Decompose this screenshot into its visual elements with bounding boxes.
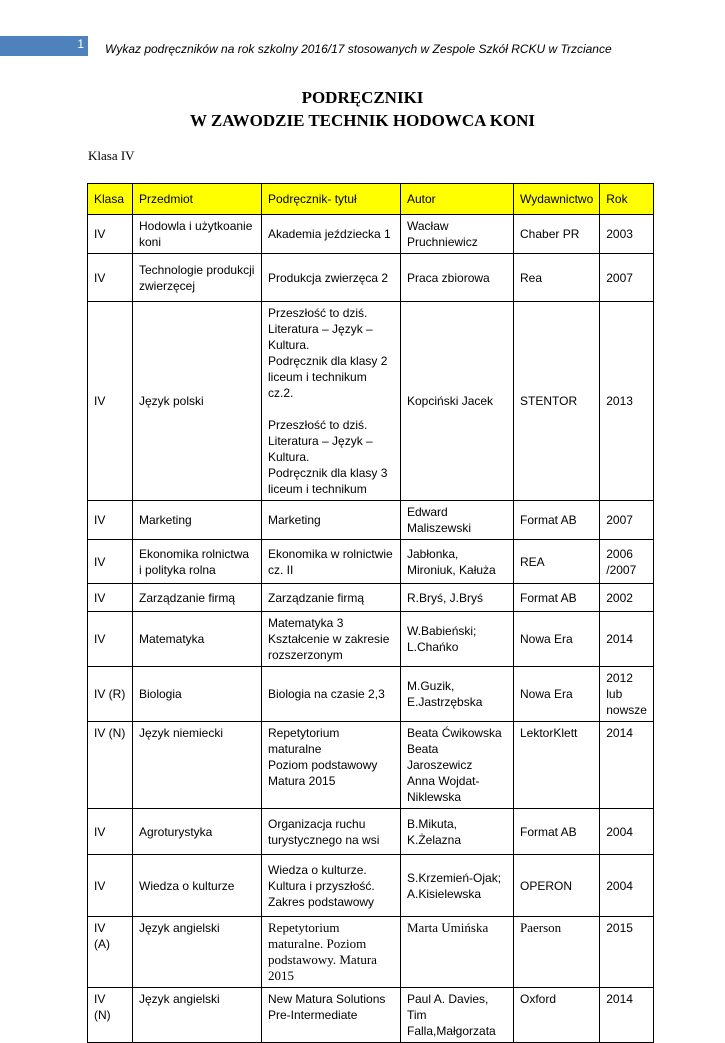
cell-wydawnictwo: Oxford <box>514 988 600 1043</box>
cell-rok: 2012 lub nowsze <box>600 667 654 722</box>
cell-wydawnictwo: STENTOR <box>514 302 600 501</box>
cell-autor: M.Guzik, E.Jastrzębska <box>401 667 514 722</box>
cell-klasa: IV (N) <box>88 722 133 809</box>
class-label: Klasa IV <box>88 148 135 163</box>
cell-autor: Marta Umińska <box>401 917 514 988</box>
cell-klasa: IV <box>88 501 133 540</box>
cell-autor: B.Mikuta, K.Żelazna <box>401 809 514 855</box>
cell-rok: 2013 <box>600 302 654 501</box>
cell-autor: Praca zbiorowa <box>401 254 514 302</box>
cell-klasa: IV (R) <box>88 667 133 722</box>
table-row <box>88 215 654 254</box>
cell-wydawnictwo: Chaber PR <box>514 215 600 254</box>
cell-klasa: IV (A) <box>88 917 133 988</box>
cell-autor: Kopciński Jacek <box>401 302 514 501</box>
header-cell-rok: Rok <box>600 184 654 215</box>
cell-przedmiot: Technologie produkcji zwierzęcej <box>133 254 262 302</box>
cell-rok: 2014 <box>600 612 654 667</box>
cell-wydawnictwo: Nowa Era <box>514 667 600 722</box>
cell-wydawnictwo: Rea <box>514 254 600 302</box>
cell-tytul: Repetytorium maturalne. Poziom podstawowy. Matura 2015 <box>262 917 401 988</box>
cell-wydawnictwo: Format AB <box>514 584 600 612</box>
cell-przedmiot: Marketing <box>133 501 262 540</box>
cell-tytul: Zarządzanie firmą <box>262 584 401 612</box>
cell-autor: Paul A. Davies, Tim Falla,Małgorzata <box>401 988 514 1043</box>
table-row <box>88 988 654 1043</box>
cell-tytul: Wiedza o kulturze. Kultura i przyszłość. Zakres podstawowy <box>262 855 401 917</box>
cell-klasa: IV <box>88 302 133 501</box>
cell-klasa: IV <box>88 540 133 584</box>
page-subtitle: W ZAWODZIE TECHNIK HODOWCA KONI <box>189 111 536 130</box>
cell-autor: R.Bryś, J.Bryś <box>401 584 514 612</box>
cell-rok: 2015 <box>600 917 654 988</box>
cell-wydawnictwo: Format AB <box>514 809 600 855</box>
cell-przedmiot: Język niemiecki <box>133 722 262 809</box>
cell-autor: W.Babieński; L.Chańko <box>401 612 514 667</box>
cell-autor: Beata Ćwikowska Beata Jaroszewicz Anna Wojdat-Niklewska <box>401 722 514 809</box>
cell-przedmiot: Ekonomika rolnictwa i polityka rolna <box>133 540 262 584</box>
cell-klasa: IV <box>88 254 133 302</box>
cell-klasa: IV <box>88 612 133 667</box>
cell-wydawnictwo: Format AB <box>514 501 600 540</box>
cell-klasa: IV <box>88 809 133 855</box>
table-row <box>88 612 654 667</box>
cell-tytul: Repetytorium maturalne Poziom podstawowy Matura 2015 <box>262 722 401 809</box>
table-row <box>88 501 654 540</box>
cell-przedmiot: Wiedza o kulturze <box>133 855 262 917</box>
cell-rok: 2007 <box>600 501 654 540</box>
table-row <box>88 855 654 917</box>
cell-wydawnictwo: Paerson <box>514 917 600 988</box>
cell-tytul: Produkcja zwierzęca 2 <box>262 254 401 302</box>
textbook-table <box>87 183 654 1043</box>
cell-przedmiot: Język angielski <box>133 917 262 988</box>
cell-klasa: IV <box>88 855 133 917</box>
cell-rok: 2004 <box>600 809 654 855</box>
cell-rok: 2004 <box>600 855 654 917</box>
cell-przedmiot: Matematyka <box>133 612 262 667</box>
cell-klasa: IV (N) <box>88 988 133 1043</box>
cell-tytul: Organizacja ruchu turystycznego na wsi <box>262 809 401 855</box>
table-row <box>88 254 654 302</box>
header-cell-tytul: Podręcznik- tytuł <box>262 184 401 215</box>
cell-tytul: Ekonomika w rolnictwie cz. II <box>262 540 401 584</box>
table-row <box>88 722 654 809</box>
cell-przedmiot: Hodowla i użytkoanie koni <box>133 215 262 254</box>
page-title: PODRĘCZNIKI <box>301 88 424 107</box>
cell-tytul: Przeszłość to dziś. Literatura – Język – Kultura. Podręcznik dla klasy 2 liceum i technikum cz.2. Przeszłość to dziś. Literatura – Język – Kultura. Podręcznik dla klasy 3 liceum i technikum <box>262 302 401 501</box>
cell-tytul: Akademia jeździecka 1 <box>262 215 401 254</box>
header-cell-autor: Autor <box>401 184 514 215</box>
cell-rok: 2014 <box>600 722 654 809</box>
table-row <box>88 917 654 988</box>
table-header-row <box>88 184 654 215</box>
running-header: Wykaz podręczników na rok szkolny 2016/17 stosowanych w Zespole Szkół RCKU w Trzciance <box>105 42 612 56</box>
cell-klasa: IV <box>88 215 133 254</box>
header-cell-klasa: Klasa <box>88 184 133 215</box>
cell-rok: 2007 <box>600 254 654 302</box>
cell-autor: Jabłonka, Mironiuk, Kałuża <box>401 540 514 584</box>
cell-rok: 2003 <box>600 215 654 254</box>
cell-przedmiot: Biologia <box>133 667 262 722</box>
header-cell-przedmiot: Przedmiot <box>133 184 262 215</box>
table-row <box>88 584 654 612</box>
cell-wydawnictwo: OPERON <box>514 855 600 917</box>
cell-wydawnictwo: Nowa Era <box>514 612 600 667</box>
cell-tytul: Matematyka 3 Kształcenie w zakresie rozszerzonym <box>262 612 401 667</box>
cell-przedmiot: Zarządzanie firmą <box>133 584 262 612</box>
cell-wydawnictwo: REA <box>514 540 600 584</box>
cell-rok: 2014 <box>600 988 654 1043</box>
table-row <box>88 540 654 584</box>
cell-rok: 2002 <box>600 584 654 612</box>
page-number: 1 <box>77 37 84 51</box>
cell-autor: Edward Maliszewski <box>401 501 514 540</box>
cell-tytul: Marketing <box>262 501 401 540</box>
table-row <box>88 302 654 501</box>
cell-przedmiot: Język polski <box>133 302 262 501</box>
cell-autor: S.Krzemień-Ojak; A.Kisielewska <box>401 855 514 917</box>
cell-klasa: IV <box>88 584 133 612</box>
cell-tytul: New Matura Solutions Pre-Intermediate <box>262 988 401 1043</box>
table-row <box>88 809 654 855</box>
cell-przedmiot: Agroturystyka <box>133 809 262 855</box>
cell-autor: Wacław Pruchniewicz <box>401 215 514 254</box>
cell-przedmiot: Język angielski <box>133 988 262 1043</box>
cell-tytul: Biologia na czasie 2,3 <box>262 667 401 722</box>
cell-rok: 2006 /2007 <box>600 540 654 584</box>
header-cell-wydawnictwo: Wydawnictwo <box>514 184 600 215</box>
cell-wydawnictwo: LektorKlett <box>514 722 600 809</box>
table-row <box>88 667 654 722</box>
